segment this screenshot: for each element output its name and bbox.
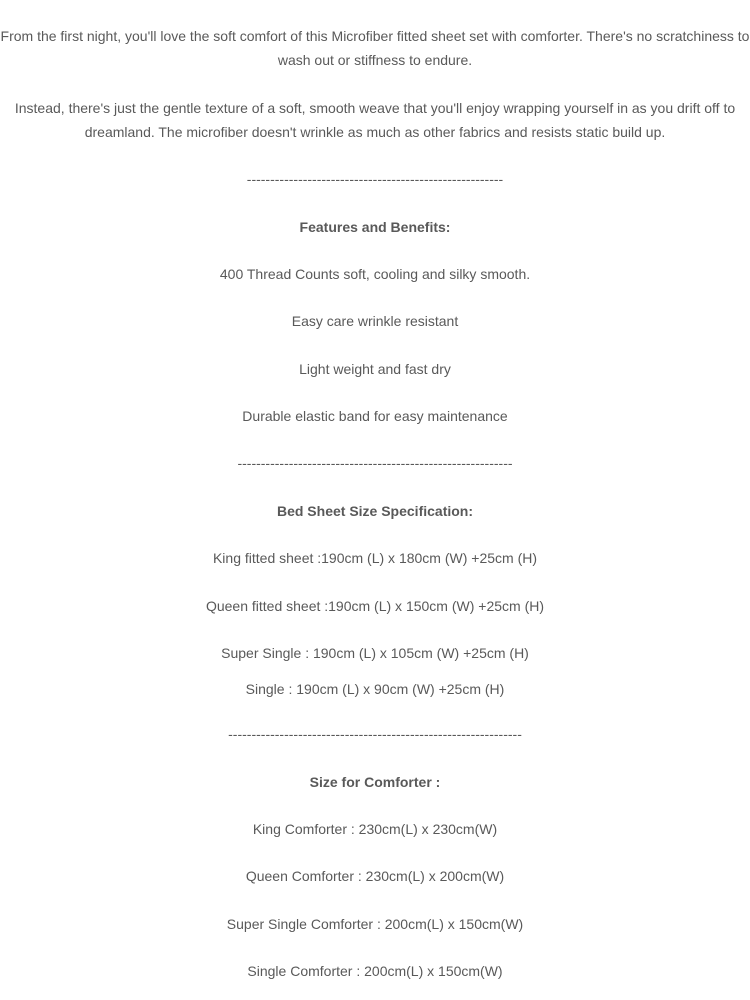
divider: ------------------------------------------------------- xyxy=(246,171,504,187)
sheet-size-item: Super Single : 190cm (L) x 105cm (W) +25cm (H) xyxy=(221,645,529,661)
divider: ----------------------------------------------------------- xyxy=(237,455,513,471)
sheet-size-item: Queen fitted sheet :190cm (L) x 150cm (W) +25cm (H) xyxy=(205,598,545,614)
comforter-size-item: King Comforter : 230cm(L) x 230cm(W) xyxy=(252,821,498,837)
intro-paragraph-1-line-2: wash out or stiffness to endure. xyxy=(277,52,473,68)
sheet-size-item: Single : 190cm (L) x 90cm (W) +25cm (H) xyxy=(245,681,505,697)
feature-item: Light weight and fast dry xyxy=(299,361,451,377)
comforter-size-item: Queen Comforter : 230cm(L) x 200cm(W) xyxy=(245,868,505,884)
feature-item: 400 Thread Counts soft, cooling and silky smooth. xyxy=(219,266,531,282)
sheet-sizes-heading: Bed Sheet Size Specification: xyxy=(276,503,474,519)
features-heading: Features and Benefits: xyxy=(299,219,451,235)
intro-paragraph-2-line-2: dreamland. The microfiber doesn't wrinkle as much as other fabrics and resists static build up. xyxy=(84,124,666,140)
comforter-sizes-heading: Size for Comforter : xyxy=(309,774,441,790)
intro-paragraph-1-line-1: From the first night, you'll love the soft comfort of this Microfiber fitted sheet set with comforter. There's no scratchiness to xyxy=(0,28,750,44)
intro-paragraph-2-line-1: Instead, there's just the gentle texture of a soft, smooth weave that you'll enjoy wrapping yourself in as you drift off to xyxy=(14,100,736,116)
sheet-size-item: King fitted sheet :190cm (L) x 180cm (W) +25cm (H) xyxy=(212,550,538,566)
feature-item: Easy care wrinkle resistant xyxy=(291,313,459,329)
divider: --------------------------------------------------------------- xyxy=(228,726,522,742)
feature-item: Durable elastic band for easy maintenance xyxy=(242,408,508,424)
comforter-size-item: Single Comforter : 200cm(L) x 150cm(W) xyxy=(247,963,503,979)
comforter-size-item: Super Single Comforter : 200cm(L) x 150cm(W) xyxy=(226,916,524,932)
